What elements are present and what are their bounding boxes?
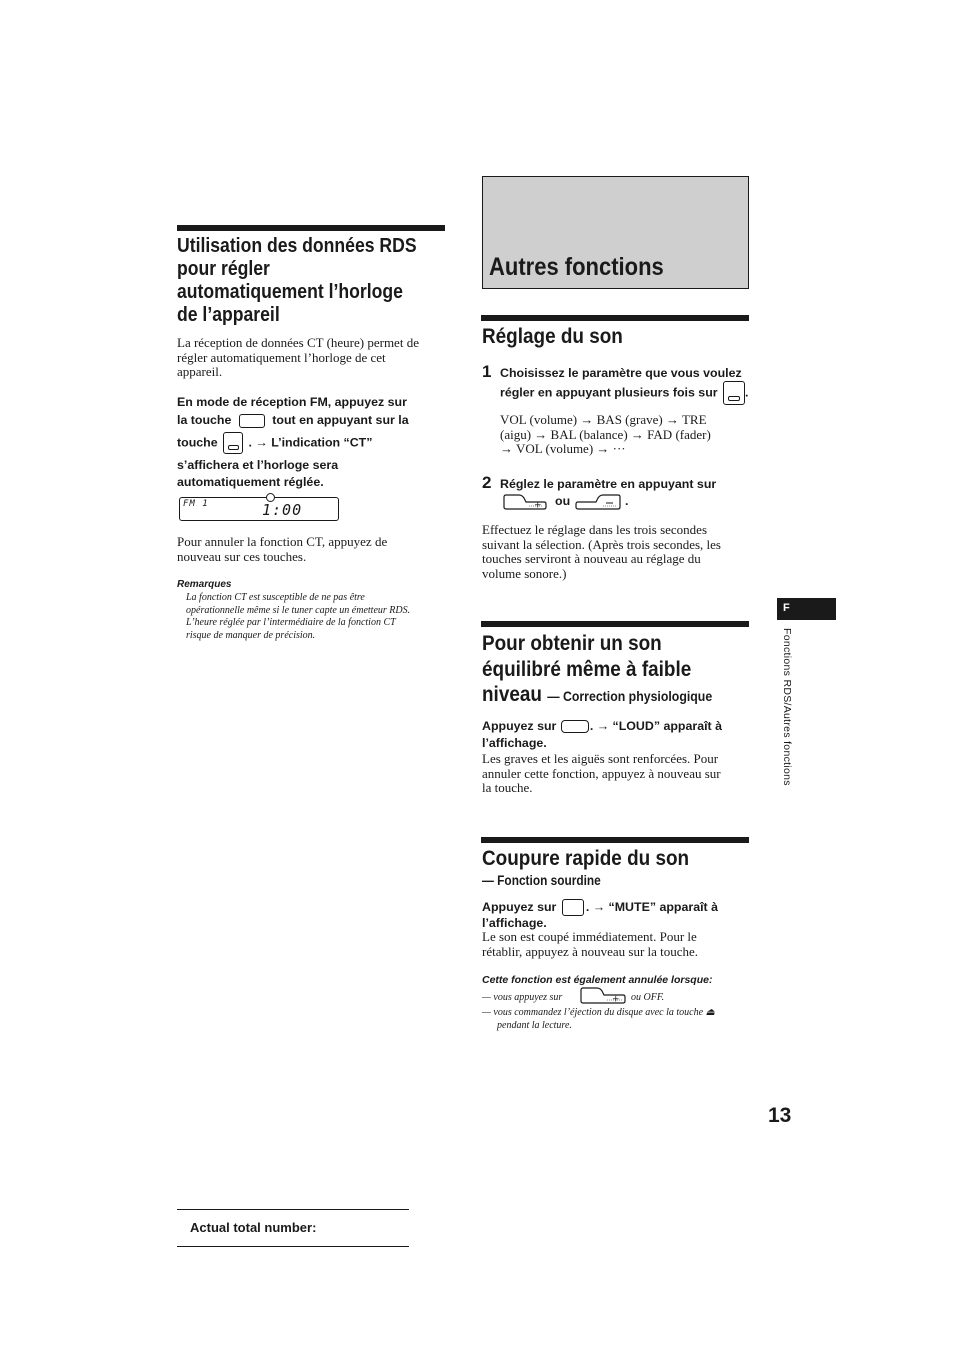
loud-button-icon — [561, 720, 589, 733]
lcd-band-label: FM 1 — [183, 499, 209, 509]
footer-box — [177, 1209, 409, 1247]
parameter-sequence: VOL (volume) → BAS (grave) → TRE (aigu) → BAL (balance) → FAD (fader) → VOL (volume) → ··· — [500, 412, 711, 457]
step1-text: Choisissez le paramètre que vous voulez régler en appuyant plusieurs fois sur . — [500, 366, 760, 405]
lcd-clock: 1:00 — [262, 501, 303, 519]
volume-up-icon — [503, 494, 547, 510]
step-number: 2 — [482, 473, 492, 492]
lcd-display — [179, 497, 339, 521]
source-button-icon — [223, 432, 243, 454]
section-tab: F — [777, 598, 836, 620]
loudness-heading: Pour obtenir un son équilibré même à faible niveau — Correction physiologique — [482, 631, 713, 706]
svg-text:+: + — [534, 500, 542, 510]
volume-down-icon — [575, 494, 621, 510]
sound-heading: Réglage du son — [482, 324, 623, 348]
ct-heading: Utilisation des données RDS pour régler automatiquement l’horloge de l’appareil — [177, 235, 417, 326]
section-side-label: Fonctions RDS/Autres fonctions — [781, 628, 793, 786]
footer-label: Actual total number: — [190, 1220, 317, 1235]
mute-heading: Coupure rapide du son — [482, 846, 690, 870]
step2-text: Réglez le paramètre en appuyant sur — [500, 477, 717, 491]
remarks-text: La fonction CT est susceptible de ne pas être opérationnelle même si le tuner capte un émetteur RDS. L’heure réglée par l’intermédiaire de la fonction CT risque de manquer de précision. — [186, 592, 411, 641]
remarks-title: Remarques — [177, 579, 232, 590]
adjust-note: Effectuez le réglage dans les trois secondes suivant la sélection. (Après trois secondes, les touches serviront à nouveau au réglage du volume sonore.) — [482, 522, 721, 581]
mute-subtitle: — Fonction sourdine — [482, 873, 601, 888]
mute-body: Le son est coupé immédiatement. Pour le rétablir, appuyez à nouveau sur la touche. — [482, 929, 699, 959]
page-number: 13 — [768, 1104, 792, 1127]
section-rule — [481, 621, 749, 627]
section-rule — [481, 315, 749, 321]
ct-cancel-text: Pour annuler la fonction CT, appuyez de nouveau sur ces touches. — [177, 534, 388, 564]
sel-button-icon — [723, 381, 745, 405]
ct-intro: La réception de données CT (heure) permet de régler automatiquement l’horloge de cet appareil. — [177, 335, 419, 380]
loudness-instruction: Appuyez sur . → “LOUD” apparaît à l’affichage. — [482, 719, 723, 750]
loudness-body: Les graves et les aiguës sont renforcées. Pour annuler cette fonction, appuyez à nouveau sur la touche. — [482, 751, 721, 796]
mute-button-icon — [562, 899, 584, 916]
ct-instruction: En mode de réception FM, appuyez sur la touche tout en appuyant sur la touche . → L’indication “CT” s’affichera et l’horloge sera automatiquement réglée. — [177, 395, 409, 489]
volume-up-icon — [580, 987, 626, 1004]
section-rule — [481, 837, 749, 843]
section-rule — [177, 225, 445, 231]
chapter-title: Autres fonctions — [489, 253, 664, 281]
dsp-button-icon — [239, 414, 265, 428]
chapter-banner — [482, 176, 749, 289]
mute-instruction: Appuyez sur . → “MUTE” apparaît à l’affichage. — [482, 899, 719, 930]
mute-cancel-title: Cette fonction est également annulée lorsque: — [482, 974, 713, 986]
step-number: 1 — [482, 362, 492, 381]
svg-text:+: + — [612, 994, 620, 1004]
